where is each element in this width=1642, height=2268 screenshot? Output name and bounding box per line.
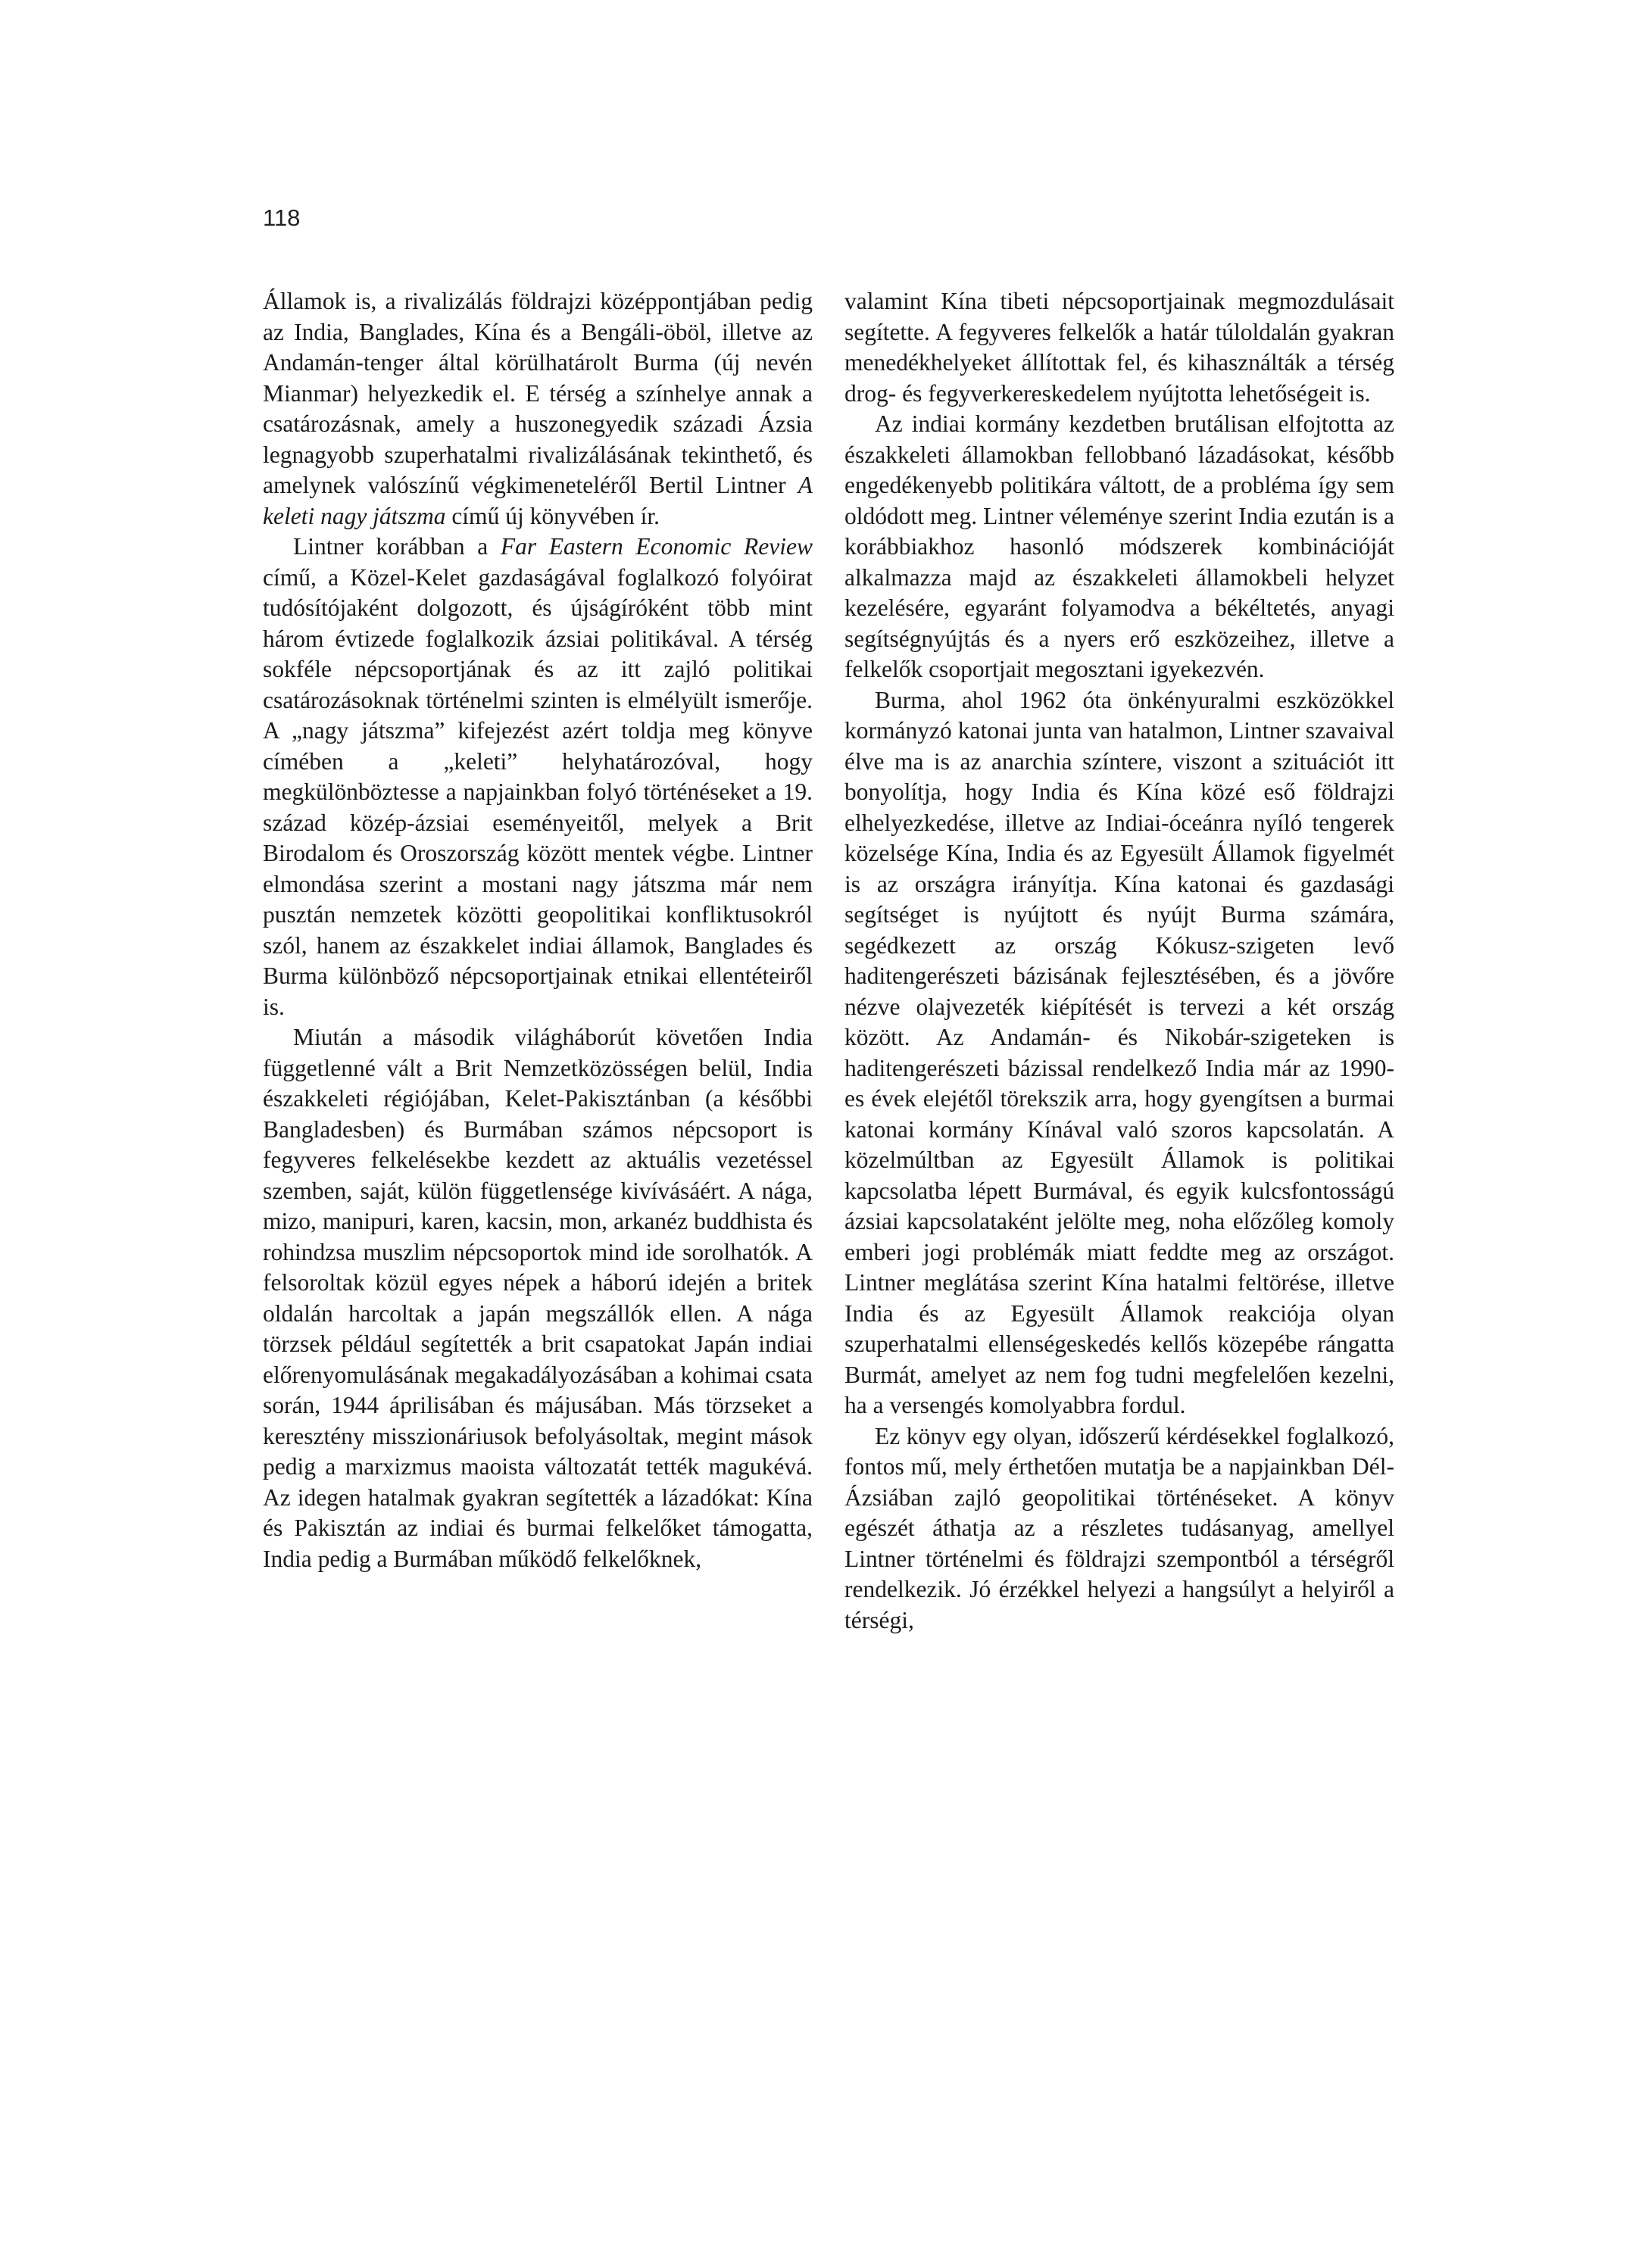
paragraph-left-2 <box>263 532 813 1022</box>
paragraph-right-1: valamint Kína tibeti népcsoportjainak megmozdulásait segítette. A fegyveres felkelők a határ túloldalán gyakran menedékhelyeket állítottak fel, és kihasználták a térség drog- és fegyverkereskedelem nyújtotta lehetőségeit is. <box>844 288 1394 407</box>
page-number: 118 <box>263 204 301 231</box>
book-title: A keleti nagy játszma <box>263 472 813 529</box>
right-column <box>844 286 1394 1636</box>
paragraph-right-3: Burma, ahol 1962 óta önkényuralmi eszközökkel kormányzó katonai junta van hatalmon, Lintner szavaival élve ma is az anarchia színtere, viszont a szituációt itt bonyolítja, hogy India és Kína közé eső földrajzi elhelyezkedése, illetve az Indiai-óceánra nyíló tengerek közelsége Kína, India és az Egyesült Államok figyelmét is az országra irányítja. Kína katonai és gazdasági segítséget is nyújtott és nyújt Burma számára, segédkezett az ország Kókusz-szigeten levő haditengerészeti bázisának fejlesztésében, és a jövőre nézve olajvezeték kiépítését is tervezi a két ország között. Az Andamán- és Nikobár-szigeteken is haditengerészeti bázissal rendelkező India már az 1990-es évek elejétől törekszik arra, hogy gyengítsen a burmai katonai kormány Kínával való szoros kapcsolatán. A közelmúltban az Egyesült Államok is politikai kapcsolatba lépett Burmával, és egyik kulcsfontosságú ázsiai kapcsolataként jelölte meg, noha előzőleg komoly emberi jogi problémák miatt feddte meg az országot. Lintner meglátása szerint Kína hatalmi feltörése, illetve India és az Egyesült Államok reakciója olyan szuperhatalmi ellenségeskedés kellős közepébe rángatta Burmát, amelyet az nem fog tudni megfelelően kezelni, ha a versengés komolyabbra fordul. <box>844 686 1394 1418</box>
paragraph-text: Lintner korábban a <box>293 533 501 560</box>
paragraph-left-3: Miután a második világháborút követően India függetlenné vált a Brit Nemzetközösségen belül, India északkeleti régiójában, Kelet-Pakisztánban (a későbbi Bangladesben) és Burmában számos népcsoport is fegyveres felkelésekbe kezdett az aktuális vezetéssel szemben, saját, külön függetlensége kivívásáért. A nága, mizo, manipuri, karen, kacsin, mon, arkanéz buddhista és rohindzsa muszlim népcsoportok mind ide sorolhatók. A felsoroltak közül egyes népek a háború idején a britek oldalán harcoltak a japán megszállók ellen. A nága törzsek például segítették a brit csapatokat Japán indiai előrenyomulásának megakadályozásában a kohimai csata során, 1944 áprilisában és májusában. Más törzseket a keresztény misszionáriusok befolyásoltak, megint mások pedig a marxizmus maoista változatát tették magukévá. Az idegen hatalmak gyakran segítették a lázadókat: Kína és Pakisztán az indiai és burmai felkelőket támogatta, India pedig a Burmában működő felkelőknek, <box>263 1024 813 1572</box>
paragraph-left-1 <box>263 286 813 532</box>
left-column <box>263 286 813 1574</box>
paragraph-text: című új könyvében ír. <box>445 502 660 529</box>
paragraph-right-4: Ez könyv egy olyan, időszerű kérdésekkel foglalkozó, fontos mű, mely érthetően mutatja be a napjainkban Dél-Ázsiában zajló geopolitikai történéseket. A könyv egészét áthatja az a részletes tudásanyag, amellyel Lintner történelmi és földrajzi szempontból a térségről rendelkezik. Jó érzékkel helyezi a hangsúlyt a helyiről a térségi, <box>844 1422 1394 1633</box>
paragraph-text: Államok is, a rivalizálás földrajzi középpontjában pedig az India, Banglades, Kína és a Bengáli-öböl, illetve az Andamán-tenger által körülhatárolt Burma (új nevén Mianmar) helyezkedik el. E térség a színhelye annak a csatározásnak, amely a huszonegyedik századi Ázsia legnagyobb szuperhatalmi rivalizálásának tekinthető, és amelynek valószínű végkimeneteléről Bertil Lintner <box>263 288 813 498</box>
paragraph-right-2: Az indiai kormány kezdetben brutálisan elfojtotta az északkeleti államokban fellobbanó lázadásokat, később engedékenyebb politikára váltott, de a probléma így sem oldódott meg. Lintner véleménye szerint India ezután is a korábbiakhoz hasonló módszerek kombinációját alkalmazza majd az északkeleti államokbeli helyzet kezelésére, egyaránt folyamodva a békéltetés, anyagi segítségnyújtás és a nyers erő eszközeihez, illetve a felkelők csoportjait megosztani igyekezvén. <box>844 410 1394 682</box>
paragraph-text: című, a Közel-Kelet gazdaságával foglalkozó folyóirat tudósítójaként dolgozott, és újságíróként több mint három évtizede foglalkozik ázsiai politikával. A térség sokféle népcsoportjának és az itt zajló politikai csatározásoknak történelmi szinten is elmélyült ismerője. A „nagy játszma” kifejezést azért toldja meg könyve címében a „keleti” helyhatározóval, hogy megkülönböztesse a napjainkban folyó történéseket a 19. század közép-ázsiai eseményeitől, melyek a Brit Birodalom és Oroszország között mentek végbe. Lintner elmondása szerint a mostani nagy játszma már nem pusztán nemzetek közötti geopolitikai konfliktusokról szól, hanem az északkelet indiai államok, Banglades és Burma különböző népcsoportjainak etnikai ellentéteiről is. <box>263 563 813 1020</box>
journal-title: Far Eastern Economic Review <box>500 533 813 560</box>
